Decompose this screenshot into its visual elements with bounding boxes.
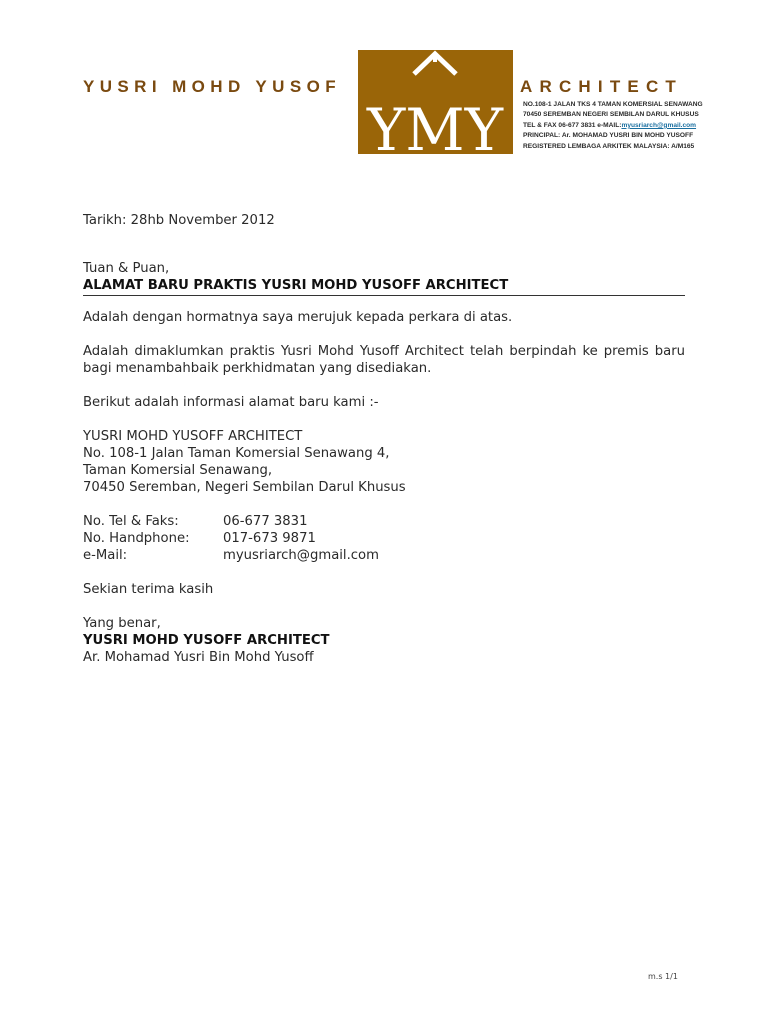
new-address-line-3: Taman Komersial Senawang, bbox=[83, 463, 273, 478]
paragraph-3: Berikut adalah informasi alamat baru kami :- bbox=[83, 395, 379, 410]
letterhead-architect: ARCHITECT bbox=[520, 77, 684, 96]
contact-value: myusriarch@gmail.com bbox=[223, 548, 379, 563]
page-number: m.s 1/1 bbox=[648, 972, 678, 981]
new-address-block bbox=[83, 428, 685, 496]
email-link[interactable]: myusriarch@gmail.com bbox=[621, 121, 697, 129]
letterhead-firm-name: YUSRI MOHD YUSOF bbox=[83, 77, 341, 96]
new-address-line-4: 70450 Seremban, Negeri Sembilan Darul Khusus bbox=[83, 480, 406, 495]
ymy-logo bbox=[358, 50, 513, 154]
letter-date: Tarikh: 28hb November 2012 bbox=[83, 213, 275, 228]
contact-value: 017-673 9871 bbox=[223, 531, 316, 546]
logo-letters: YMY bbox=[367, 96, 503, 154]
letter-body bbox=[83, 212, 685, 666]
paragraph-2: Adalah dimaklumkan praktis Yusri Mohd Yusoff Architect telah berpindah ke premis baru bagi menambahbaik perkhidmatan yang disediakan. bbox=[83, 344, 685, 376]
contact-row-handphone bbox=[83, 530, 685, 547]
tel-email-line bbox=[523, 121, 703, 131]
contact-label: e-Mail: bbox=[83, 548, 128, 563]
letter-subject: ALAMAT BARU PRAKTIS YUSRI MOHD YUSOFF ARCHITECT bbox=[83, 277, 685, 296]
signoff-text: Yang benar, bbox=[83, 616, 161, 631]
contact-label: No. Handphone: bbox=[83, 531, 190, 546]
contact-row-tel bbox=[83, 513, 685, 530]
registered-line: REGISTERED LEMBAGA ARKITEK MALAYSIA: A/M165 bbox=[523, 142, 695, 150]
principal-line: PRINCIPAL: Ar. MOHAMAD YUSRI BIN MOHD YUSOFF bbox=[523, 132, 694, 140]
address-line-2: 70450 SEREMBAN NEGERI SEMBILAN DARUL KHUSUS bbox=[523, 111, 699, 119]
new-address-line-2: No. 108-1 Jalan Taman Komersial Senawang 4, bbox=[83, 446, 390, 461]
new-address-line-1: YUSRI MOHD YUSOFF ARCHITECT bbox=[83, 429, 303, 444]
contact-row-email bbox=[83, 547, 685, 564]
paragraph-1: Adalah dengan hormatnya saya merujuk kepada perkara di atas. bbox=[83, 310, 513, 325]
letter-salutation: Tuan & Puan, bbox=[83, 261, 170, 276]
signoff-firm: YUSRI MOHD YUSOFF ARCHITECT bbox=[83, 633, 330, 648]
tel-fax-text: TEL & FAX 06-677 3831 e-MAIL: bbox=[523, 121, 622, 129]
contact-block bbox=[83, 513, 685, 564]
address-line-1: NO.108-1 JALAN TKS 4 TAMAN KOMERSIAL SENAWANG bbox=[523, 101, 703, 108]
contact-label: No. Tel & Faks: bbox=[83, 514, 179, 529]
logo-graphic bbox=[358, 50, 513, 154]
closing-text: Sekian terima kasih bbox=[83, 582, 214, 597]
letterhead-address-block bbox=[523, 100, 703, 152]
signoff-name: Ar. Mohamad Yusri Bin Mohd Yusoff bbox=[83, 650, 314, 665]
contact-value: 06-677 3831 bbox=[223, 514, 308, 529]
